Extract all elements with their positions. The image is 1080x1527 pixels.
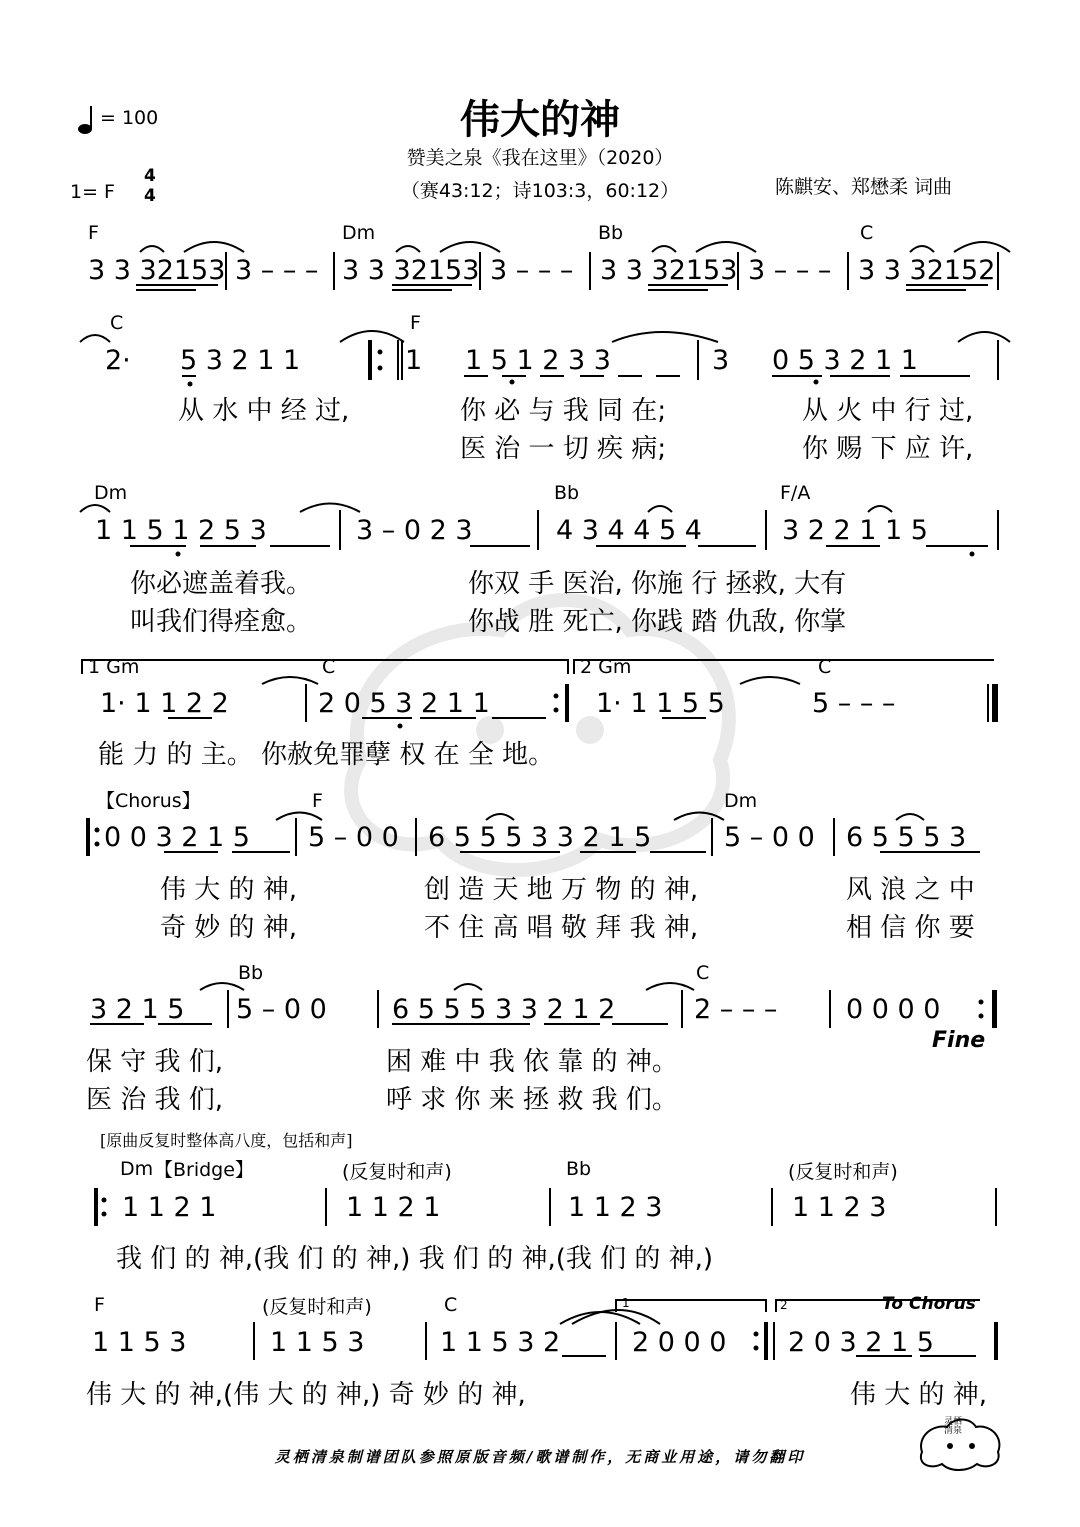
lyric: 呼 求 你 来 拯 救 我 们。	[386, 1085, 678, 1115]
section-label: 【Bridge】	[154, 1159, 254, 1181]
measure-notes: 3	[712, 345, 730, 376]
chord: Bb	[238, 962, 264, 984]
measure-notes: 4 3 4 4 5 4	[556, 515, 702, 546]
measure-notes: 1 1 5 1 2 5 3	[95, 515, 267, 546]
lyric: 创 造 天 地 万 物 的 神,	[424, 875, 699, 905]
lyric: 你战 胜 死亡, 你践 踏 仇敌, 你掌	[468, 607, 847, 637]
lyric: 医 治 我 们,	[86, 1085, 224, 1115]
lyric: 困 难 中 我 依 靠 的 神。	[386, 1047, 678, 1077]
chord: C	[322, 656, 336, 678]
volta-1: 1	[622, 1296, 630, 1310]
chord: Dm	[94, 482, 128, 504]
chord: F	[312, 790, 323, 812]
measure-notes: 3 2 2 1 1 5	[782, 515, 928, 546]
measure-notes: 5 – 0 0	[236, 994, 327, 1025]
measure-notes: 3 – – –	[235, 255, 319, 286]
fine-marking: Fine	[932, 1028, 986, 1053]
measure-notes: 2 0 3 2 1 5	[788, 1327, 934, 1358]
measure-notes: 3 – – –	[748, 255, 832, 286]
logo-text: 灵栖清泉	[944, 1417, 963, 1436]
lyric: 伟 大 的 神,(伟 大 的 神,) 奇 妙 的 神,	[86, 1380, 526, 1410]
lyric: 保 守 我 们,	[86, 1047, 224, 1077]
time-sig-top: 4	[144, 166, 156, 186]
measure-notes: 6 5 5 5 3 3 2 1 2	[392, 994, 616, 1025]
measure-notes: 5 – – –	[812, 688, 896, 719]
measure-notes: 1· 1 1 2 2	[100, 688, 229, 719]
measure-notes: 3 – 0 2 3	[356, 515, 473, 546]
chord: F	[88, 222, 99, 244]
measure-notes: 1 1 2 1	[122, 1192, 217, 1223]
measure-notes: 6 5 5 5 3	[846, 822, 967, 853]
chord: Dm	[120, 1158, 154, 1180]
measure-notes: 2·	[105, 345, 131, 376]
lyric: 叫我们得痊愈。	[130, 607, 313, 637]
chord: Bb	[566, 1158, 592, 1180]
time-sig-bottom: 4	[144, 186, 156, 206]
lyric: 伟 大 的 神,	[160, 875, 298, 905]
subtitle: 赞美之泉《我在这里》（2020）	[406, 147, 674, 169]
repeat-note: [原曲反复时整体高八度，包括和声]	[100, 1131, 353, 1150]
measure-notes: 2 – – –	[694, 994, 778, 1025]
tempo: = 100	[100, 107, 159, 129]
lyric: 不 住 高 唱 敬 拜 我 神,	[424, 913, 699, 943]
song-title: 伟大的神	[460, 97, 620, 143]
measure-notes: 3 3 32152	[858, 255, 996, 286]
lyric: 从 水 中 经 过,	[178, 396, 350, 426]
measure-notes: 6 5 5 5 3 3 2 1 5	[428, 822, 652, 853]
key-signature: 1= F	[70, 181, 115, 203]
lyric: 奇 妙 的 神,	[160, 913, 298, 943]
chord: C	[860, 222, 874, 244]
chord: F	[94, 1294, 105, 1316]
chord: C	[444, 1294, 458, 1316]
chord: C	[696, 962, 710, 984]
lyric: 伟 大 的 神,	[850, 1380, 988, 1410]
measure-notes: 5 3 2 1 1	[180, 345, 301, 376]
chord: Bb	[598, 222, 624, 244]
lyric: 我 们 的 神,(我 们 的 神,) 我 们 的 神,(我 们 的 神,)	[116, 1244, 714, 1274]
measure-notes: 3 3 32153	[342, 255, 480, 286]
lyric: 你必遮盖着我。	[130, 569, 313, 599]
composer: 陈麒安、郑懋柔 词曲	[775, 176, 953, 198]
measure-notes: 1 1 5 3	[270, 1327, 365, 1358]
measure-notes: 1 5 1 2 3 3	[465, 345, 611, 376]
chord: F	[410, 312, 421, 334]
chord: C	[818, 656, 832, 678]
measure-notes: 1· 1 1 5 5	[596, 688, 725, 719]
lyric: 你 赐 下 应 许,	[802, 434, 974, 464]
harmony-note: (反复时和声)	[788, 1161, 898, 1183]
lyric: 相 信 你 要	[846, 913, 975, 943]
to-chorus-marking: To Chorus	[882, 1294, 976, 1314]
lyric: 能 力 的 主。 你赦免罪孽 权 在 全 地。	[98, 740, 555, 770]
scripture-ref: （赛43:12；诗103:3，60:12）	[400, 180, 680, 202]
chord: Dm	[724, 790, 758, 812]
section-label: 【Chorus】	[96, 790, 201, 812]
harmony-note: (反复时和声)	[262, 1296, 372, 1318]
measure-notes: 2 0 0 0	[632, 1327, 727, 1358]
measure-notes: 0 5 3 2 1 1	[772, 345, 918, 376]
measure-notes: 1 1 2 3	[792, 1192, 887, 1223]
harmony-note: (反复时和声)	[342, 1161, 452, 1183]
measure-notes: 1 1 2 1	[346, 1192, 441, 1223]
measure-notes: 3 – – –	[490, 255, 574, 286]
measure-notes: 5 – 0 0	[724, 822, 815, 853]
measure-notes: 3 2 1 5	[90, 994, 185, 1025]
measure-notes: 3 3 32153	[88, 255, 226, 286]
lyric: 你 必 与 我 同 在;	[460, 396, 667, 426]
volta-2: 2	[780, 1298, 788, 1312]
lyric: 风 浪 之 中	[846, 875, 975, 905]
chord: C	[110, 312, 124, 334]
lyric: 你双 手 医治, 你施 行 拯救, 大有	[468, 569, 847, 599]
measure-notes: 2 0 5 3 2 1 1	[318, 688, 490, 719]
volta-chord: 2 Gm	[580, 656, 632, 678]
chord: Dm	[342, 222, 376, 244]
lyric: 从 火 中 行 过,	[802, 396, 974, 426]
measure-notes: 0 0 3 2 1 5	[104, 822, 250, 853]
measure-notes: 3 3 32153	[600, 255, 738, 286]
measure-notes: 1 1 2 3	[568, 1192, 663, 1223]
measure-notes: 5 – 0 0	[308, 822, 399, 853]
footer-credit: 灵栖清泉制谱团队参照原版音频/歌谱制作，无商业用途，请勿翻印	[274, 1448, 806, 1466]
volta-chord: 1 Gm	[88, 656, 140, 678]
measure-notes: 1	[405, 345, 423, 376]
chord: F/A	[780, 482, 811, 504]
lyric: 医 治 一 切 疾 病;	[460, 434, 667, 464]
measure-notes: 1 1 5 3 2	[440, 1327, 561, 1358]
chord: Bb	[554, 482, 580, 504]
measure-notes: 1 1 5 3	[92, 1327, 187, 1358]
measure-notes: 0 0 0 0	[846, 994, 941, 1025]
